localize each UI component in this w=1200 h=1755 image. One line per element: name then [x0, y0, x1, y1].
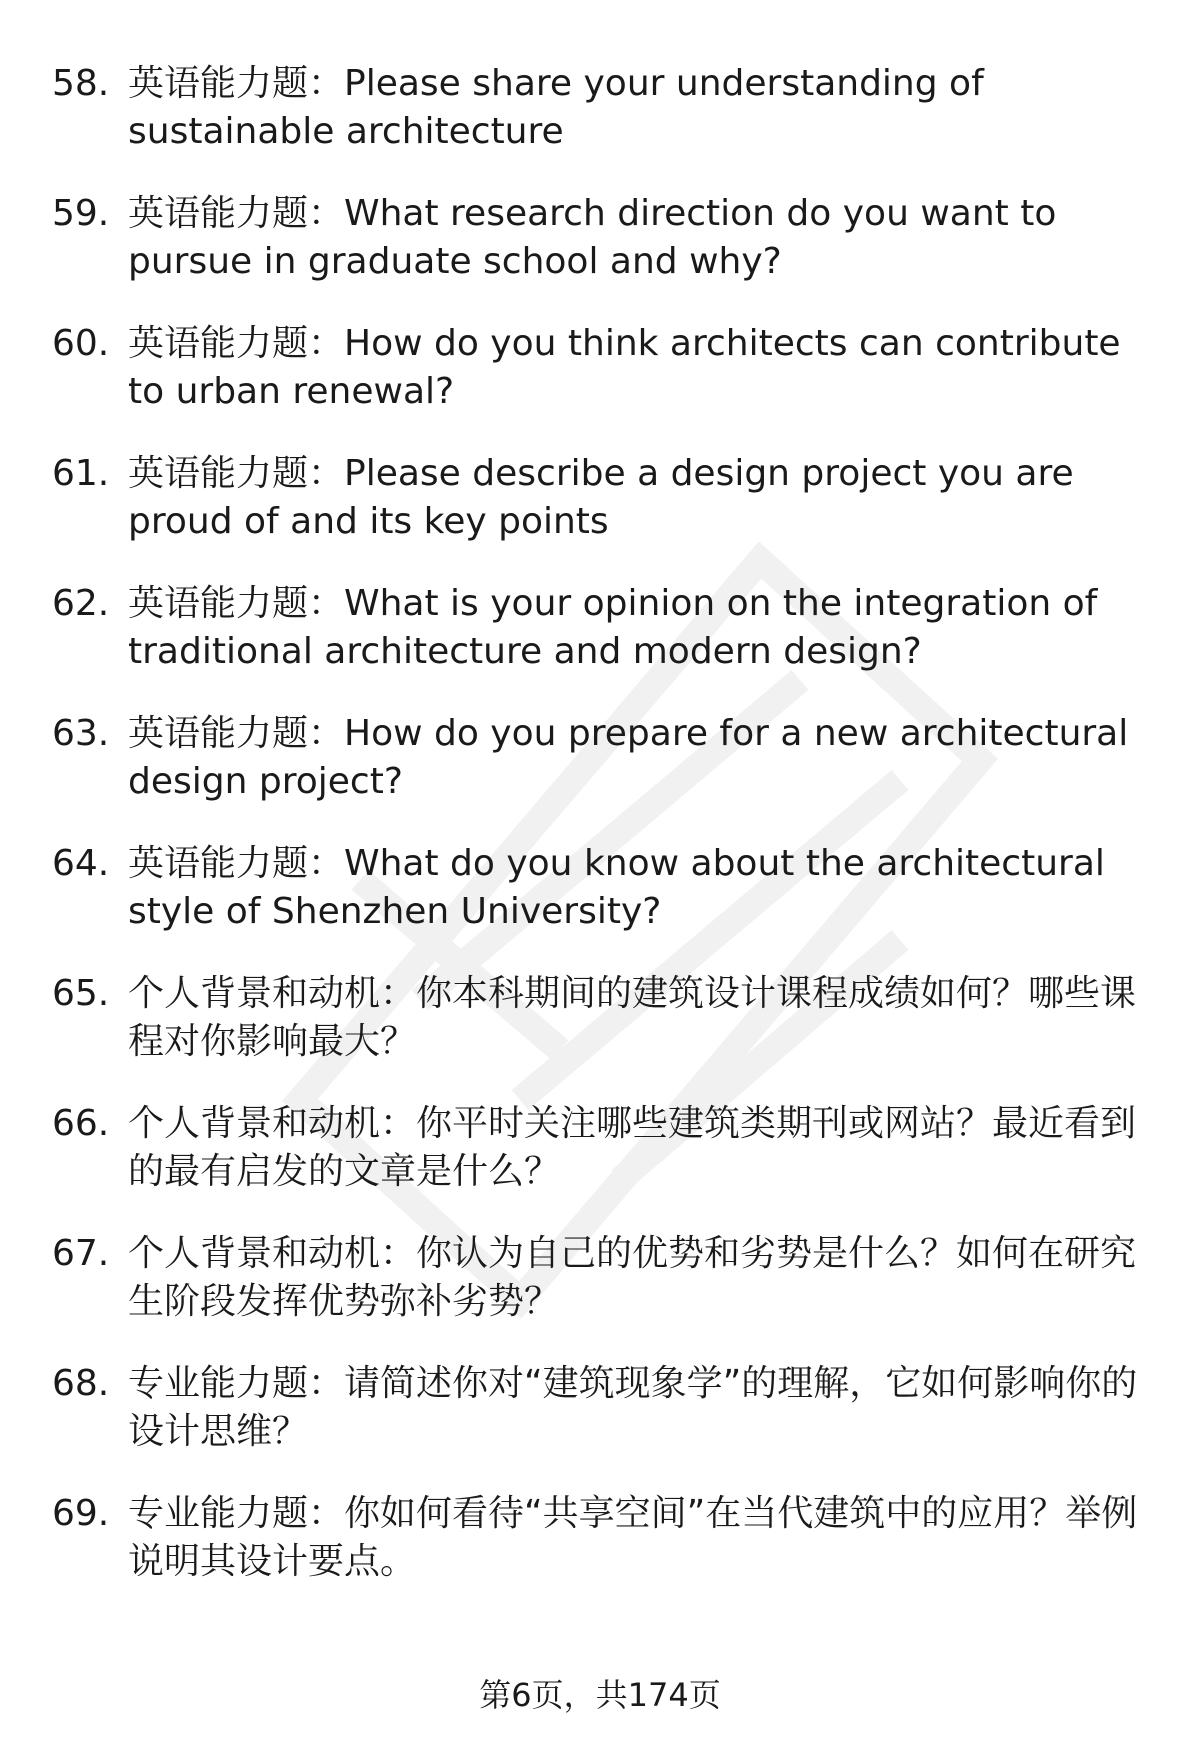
question-number: 65.: [52, 973, 110, 1014]
question-text: 英语能力题：What do you know about the architectural style of Shenzhen University?: [128, 843, 1105, 932]
question-number: 62.: [52, 583, 110, 624]
question-text: 英语能力题：Please describe a design project you are proud of and its key points: [128, 453, 1074, 542]
list-item: [52, 970, 1162, 1066]
question-text: 英语能力题：How do you think architects can contribute to urban renewal?: [128, 323, 1121, 412]
list-item: [52, 580, 1162, 676]
list-item: [52, 190, 1162, 286]
question-number: 63.: [52, 713, 110, 754]
page-number-footer: 第6页，共174页: [479, 1676, 721, 1714]
question-number: 64.: [52, 843, 110, 884]
list-item: [52, 320, 1162, 416]
question-number: 66.: [52, 1103, 110, 1144]
list-item: [52, 60, 1162, 156]
question-number: 60.: [52, 323, 110, 364]
question-text: 英语能力题：What is your opinion on the integration of traditional architecture and modern design?: [128, 583, 1098, 672]
list-item: [52, 1230, 1162, 1326]
question-number: 58.: [52, 63, 110, 104]
list-item: [52, 1360, 1162, 1456]
question-text: 专业能力题：你如何看待“共享空间”在当代建筑中的应用？举例说明其设计要点。: [128, 1493, 1138, 1582]
list-item: [52, 1100, 1162, 1196]
question-text: 个人背景和动机：你平时关注哪些建筑类期刊或网站？最近看到的最有启发的文章是什么？: [128, 1103, 1137, 1192]
question-number: 68.: [52, 1363, 110, 1404]
question-text: 个人背景和动机：你认为自己的优势和劣势是什么？如何在研究生阶段发挥优势弥补劣势？: [128, 1233, 1137, 1322]
question-number: 69.: [52, 1493, 110, 1534]
list-item: [52, 450, 1162, 546]
question-number: 59.: [52, 193, 110, 234]
question-text: 英语能力题：What research direction do you want to pursue in graduate school and why?: [128, 193, 1057, 282]
question-text: 个人背景和动机：你本科期间的建筑设计课程成绩如何？哪些课程对你影响最大？: [128, 973, 1137, 1062]
question-list: [52, 60, 1162, 1620]
question-number: 67.: [52, 1233, 110, 1274]
list-item: [52, 710, 1162, 806]
list-item: [52, 840, 1162, 936]
question-text: 英语能力题：Please share your understanding of sustainable architecture: [128, 63, 984, 152]
question-number: 61.: [52, 453, 110, 494]
question-text: 英语能力题：How do you prepare for a new architectural design project?: [128, 713, 1129, 802]
list-item: [52, 1490, 1162, 1586]
question-text: 专业能力题：请简述你对“建筑现象学”的理解，它如何影响你的设计思维？: [128, 1363, 1138, 1452]
